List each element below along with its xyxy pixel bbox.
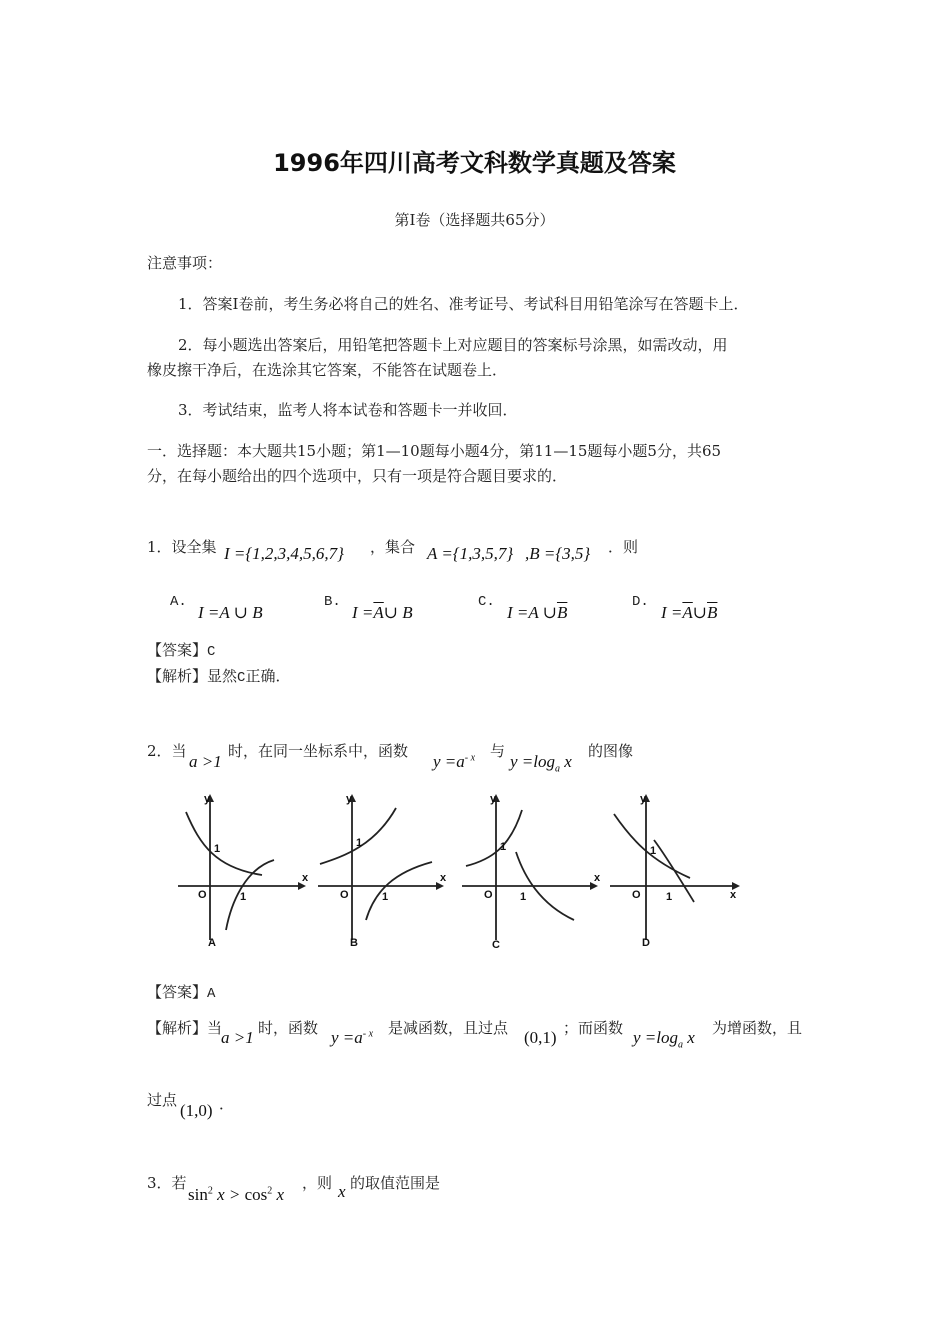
graph-c-y-label: y bbox=[490, 793, 497, 805]
q3-prefix: 3．若 bbox=[147, 1174, 187, 1192]
graph-d-x-label: x bbox=[730, 889, 737, 901]
q2-analysis-cond: a >1 bbox=[221, 1028, 254, 1047]
section-1-line-2: 分，在每小题给出的四个选项中，只有一项是符合题目要求的． bbox=[147, 467, 568, 485]
q2-f1-exponent: - x bbox=[464, 752, 476, 764]
graph-c bbox=[462, 802, 590, 940]
graph-c-one-x: 1 bbox=[520, 891, 527, 903]
graph-b-exp-curve bbox=[320, 808, 396, 864]
graph-a-label: A bbox=[208, 937, 216, 949]
q1-option-d-lhs: I = bbox=[661, 603, 683, 622]
q1-option-c bbox=[507, 603, 567, 623]
q1-mid: ，集合 bbox=[370, 538, 416, 556]
graph-b-one-x: 1 bbox=[382, 891, 389, 903]
q3-cos-exp: 2 bbox=[267, 1185, 273, 1197]
q1-analysis-label: 【解析】 bbox=[147, 667, 208, 685]
q2-analysis-mid-1: 时，函数 bbox=[258, 1019, 319, 1037]
q2-analysis-f1-base: y =a bbox=[331, 1028, 363, 1047]
q3-sin: sin bbox=[188, 1185, 208, 1204]
q2-analysis-f2 bbox=[633, 1028, 695, 1050]
graph-d-one-x: 1 bbox=[666, 891, 673, 903]
graph-c-exp-curve bbox=[466, 810, 522, 866]
q2-f1-base: y =a bbox=[433, 752, 465, 771]
q2-answer-value: A bbox=[207, 986, 216, 1002]
part-heading: 第Ⅰ卷（选择题共65分） bbox=[394, 211, 555, 229]
q1-analysis-post: 正确． bbox=[245, 667, 291, 685]
q2-analysis-mid-4: 为增函数，且 bbox=[712, 1019, 803, 1037]
graph-d-label: D bbox=[642, 937, 650, 949]
q2-analysis-f2-var: x bbox=[687, 1028, 695, 1047]
q1-suffix: ．则 bbox=[608, 538, 639, 556]
graph-b-one-y: 1 bbox=[356, 837, 363, 849]
q2-analysis-label-text: 【解析】 bbox=[147, 1019, 208, 1037]
q3-x: x bbox=[276, 1185, 285, 1204]
q1-option-c-label: C. bbox=[478, 594, 495, 610]
graph-d-log-curve bbox=[654, 840, 694, 902]
q2-function-2 bbox=[510, 752, 572, 774]
q1-option-d bbox=[661, 603, 717, 623]
q3-suffix: 的取值范围是 bbox=[350, 1174, 441, 1192]
graph-a-one-y: 1 bbox=[214, 843, 221, 855]
q1-option-c-lhs: I =A ∪ bbox=[507, 603, 557, 622]
graph-a-exp-curve bbox=[186, 812, 262, 875]
q2-analysis-point-2: (1,0) bbox=[180, 1101, 213, 1120]
q3-mid: ，则 bbox=[302, 1174, 333, 1192]
notice-item-1: 1．答案Ⅰ卷前，考生务必将自己的姓名、准考证号、考试科目用铅笔涂写在答题卡上． bbox=[178, 295, 749, 313]
graph-b-y-label: y bbox=[346, 793, 353, 805]
graph-b-log-curve bbox=[366, 862, 432, 920]
q1-set-b: ,B ={3,5} bbox=[525, 544, 591, 563]
q1-option-b-bar: $\overline{A}$ bbox=[373, 603, 384, 622]
graph-c-label: C bbox=[492, 939, 500, 951]
q2-analysis-mid-3: ；而函数 bbox=[563, 1019, 624, 1037]
graph-c-x-label: x bbox=[594, 872, 601, 884]
q1-option-d-label: D. bbox=[632, 594, 649, 610]
graph-a-y-label: y bbox=[204, 793, 211, 805]
graph-b-x-label: x bbox=[440, 872, 447, 884]
q2-graphs bbox=[170, 790, 740, 955]
graph-c-origin: O bbox=[484, 889, 493, 901]
q1-option-a-label: A. bbox=[170, 594, 187, 610]
notice-item-2-line-2: 橡皮擦干净后，在选涂其它答案，不能答在试题卷上． bbox=[147, 361, 508, 379]
q1-option-b-lhs: I = bbox=[352, 603, 374, 622]
graph-d-y-label: y bbox=[640, 793, 647, 805]
q2-answer bbox=[147, 982, 215, 1004]
q1-analysis-letter: C bbox=[237, 670, 246, 686]
q1-option-b-label: B. bbox=[324, 594, 341, 610]
q2-f2-base: a bbox=[555, 763, 560, 775]
graph-a bbox=[178, 802, 298, 940]
graph-b bbox=[318, 802, 436, 940]
q2-analysis-f2-base: a bbox=[678, 1039, 683, 1051]
graph-b-origin: O bbox=[340, 889, 349, 901]
q2-f2-log: y =log bbox=[510, 752, 555, 771]
notice-item-2-line-1: 2．每小题选出答案后，用铅笔把答题卡上对应题目的答案标号涂黑，如需改动，用 bbox=[178, 336, 728, 354]
q1-option-a: I =A ∪ B bbox=[198, 603, 263, 622]
q1-analysis bbox=[147, 666, 290, 688]
q2-analysis-f1 bbox=[331, 1028, 373, 1048]
q1-option-d-rhs: ∪ bbox=[692, 603, 708, 622]
q3-var: x bbox=[338, 1182, 346, 1201]
section-1-line-1: 一．选择题：本大题共15小题；第1—10题每小题4分，第11—15题每小题5分，共65 bbox=[147, 442, 722, 460]
q2-analysis-point-1: (0,1) bbox=[524, 1028, 557, 1047]
graph-c-one-y: 1 bbox=[500, 841, 507, 853]
graph-a-one-x: 1 bbox=[240, 891, 247, 903]
q3-cos: cos bbox=[244, 1185, 268, 1204]
q2-analysis-mid-2: 是减函数，且过点 bbox=[388, 1019, 509, 1037]
q2-f2-var: x bbox=[564, 752, 572, 771]
q1-option-d-bar: $\overline{A}$ bbox=[682, 603, 693, 622]
graph-d-one-y: 1 bbox=[650, 845, 657, 857]
q2-condition: a >1 bbox=[189, 752, 222, 771]
graph-a-x-label: x bbox=[302, 872, 309, 884]
q1-set-i: I ={1,2,3,4,5,6,7} bbox=[224, 544, 344, 563]
notice-item-3: 3．考试结束，监考人将本试卷和答题卡一并收回． bbox=[178, 401, 518, 419]
q2-and: 与 bbox=[490, 742, 506, 760]
graph-a-log-curve bbox=[226, 860, 274, 930]
q1-answer-label: 【答案】 bbox=[147, 641, 208, 659]
q2-analysis-f1-exp: - x bbox=[362, 1028, 374, 1040]
q1-analysis-pre: 显然 bbox=[207, 667, 238, 685]
q2-analysis-pre: 当 bbox=[207, 1019, 223, 1037]
q2-analysis-line-2-pre: 过点 bbox=[147, 1091, 178, 1109]
q2-mid: 时，在同一坐标系中，函数 bbox=[228, 742, 409, 760]
q3-sin-exp: 2 bbox=[207, 1185, 213, 1197]
q1-option-c-bar: $\overline{B}$ bbox=[556, 603, 568, 622]
notice-heading: 注意事项： bbox=[147, 254, 223, 272]
q1-option-b bbox=[352, 603, 413, 623]
q1-set-a: A ={1,3,5,7} bbox=[427, 544, 514, 563]
q1-option-d-bar-2: $\overline{B}$ bbox=[707, 603, 718, 622]
q2-analysis-label bbox=[147, 1018, 222, 1038]
q1-prefix: 1．设全集 bbox=[147, 538, 217, 556]
q1-answer bbox=[147, 640, 215, 662]
graph-d-origin: O bbox=[632, 889, 641, 901]
q2-analysis-f2-log: y =log bbox=[633, 1028, 678, 1047]
q3-x-gt: x > bbox=[217, 1185, 241, 1204]
graph-b-label: B bbox=[350, 937, 358, 949]
q3-inequality bbox=[188, 1185, 284, 1205]
q1-option-b-rhs: ∪ B bbox=[383, 603, 413, 622]
q2-prefix: 2．当 bbox=[147, 742, 187, 760]
q2-answer-label: 【答案】 bbox=[147, 983, 208, 1001]
q2-analysis-end: ． bbox=[219, 1095, 235, 1113]
q2-suffix: 的图像 bbox=[588, 742, 634, 760]
q1-answer-value: C bbox=[207, 644, 216, 660]
graph-a-origin: O bbox=[198, 889, 207, 901]
q2-function-1 bbox=[433, 752, 475, 772]
graph-d bbox=[610, 802, 732, 940]
page-title: 1996年四川高考文科数学真题及答案 bbox=[273, 149, 676, 177]
